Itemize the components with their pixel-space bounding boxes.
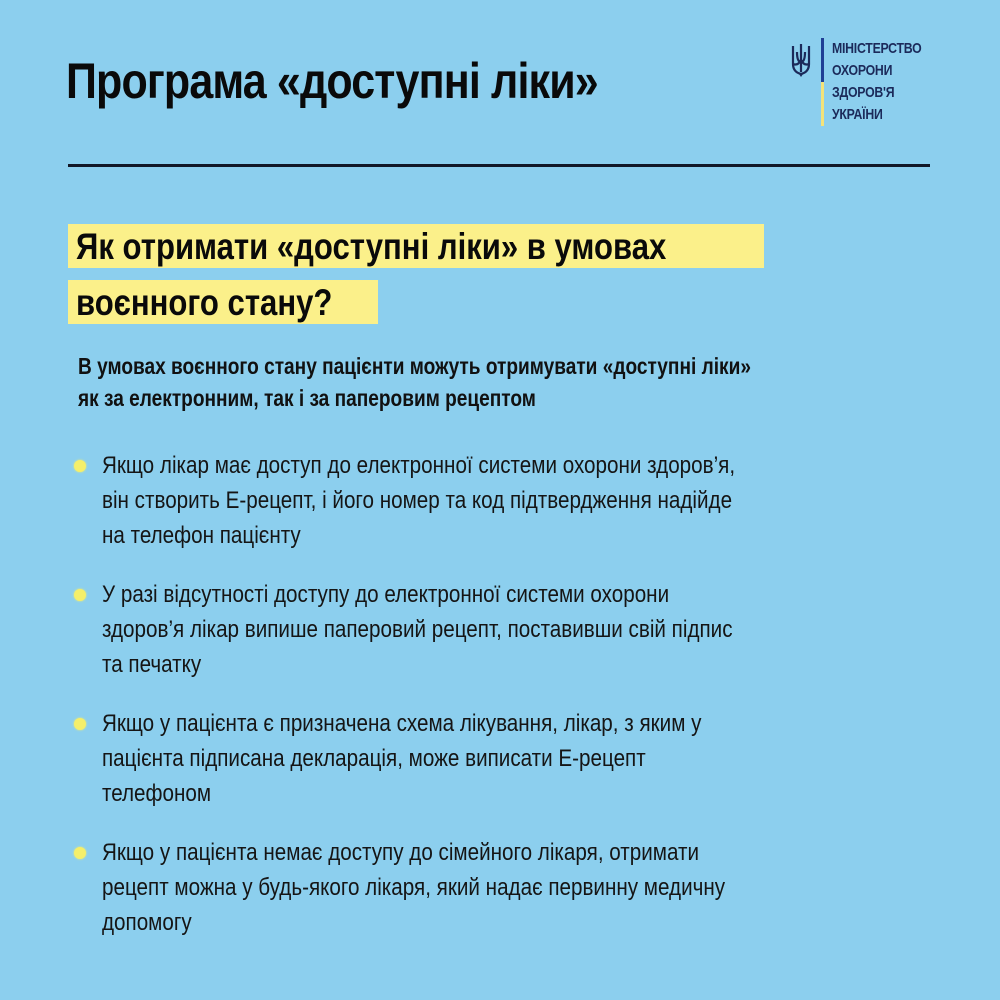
highlight-line bbox=[68, 224, 764, 268]
logo-line: МІНІСТЕРСТВО bbox=[832, 40, 922, 57]
ministry-name bbox=[832, 38, 921, 126]
logo-line: УКРАЇНИ bbox=[832, 106, 883, 123]
bullet-dot-icon bbox=[74, 718, 86, 730]
bullet-line: Якщо у пацієнта є призначена схема лікування, лікар, з яким у bbox=[102, 710, 702, 737]
trident-icon bbox=[790, 42, 812, 78]
bullet-line: телефоном bbox=[102, 780, 212, 807]
list-item bbox=[70, 835, 838, 940]
bullet-dot-icon bbox=[74, 589, 86, 601]
bullet-line: він створить Е-рецепт, і його номер та код підтвердження надійде bbox=[102, 487, 733, 514]
heading-line: воєнного стану? bbox=[76, 282, 333, 323]
bullet-line: допомогу bbox=[102, 909, 192, 936]
bullet-dot-icon bbox=[74, 460, 86, 472]
bullet-line: У разі відсутності доступу до електронної системи охорони bbox=[102, 581, 670, 608]
lead-line: В умовах воєнного стану пацієнти можуть отримувати «доступні ліки» bbox=[78, 353, 751, 379]
bullet-line: пацієнта підписана декларація, може виписати Е-рецепт bbox=[102, 745, 646, 772]
heading-line: Як отримати «доступні ліки» в умовах bbox=[76, 226, 667, 267]
header-divider bbox=[68, 164, 930, 167]
list-item bbox=[70, 577, 838, 682]
ministry-logo bbox=[790, 38, 941, 126]
logo-line: ОХОРОНИ bbox=[832, 62, 893, 79]
bullet-line: Якщо у пацієнта немає доступу до сімейного лікаря, отримати bbox=[102, 839, 699, 866]
bullet-line: на телефон пацієнту bbox=[102, 522, 301, 549]
bullet-line: та печатку bbox=[102, 651, 202, 678]
logo-line: ЗДОРОВ'Я bbox=[832, 84, 895, 101]
lead-paragraph bbox=[78, 350, 751, 414]
bullet-dot-icon bbox=[74, 847, 86, 859]
list-item bbox=[70, 448, 838, 553]
highlight-line bbox=[68, 280, 378, 324]
bullet-line: рецепт можна у будь-якого лікаря, який надає первинну медичну bbox=[102, 874, 726, 901]
bullet-line: Якщо лікар має доступ до електронної системи охорони здоров’я, bbox=[102, 452, 736, 479]
lead-line: як за електронним, так і за паперовим рецептом bbox=[78, 385, 536, 411]
bullet-line: здоров’я лікар випише паперовий рецепт, поставивши свій підпис bbox=[102, 616, 733, 643]
flag-bar bbox=[821, 38, 824, 126]
list-item bbox=[70, 706, 838, 811]
page-title: Програма «доступні ліки» bbox=[66, 53, 598, 109]
section-heading bbox=[68, 224, 764, 336]
bullet-list bbox=[70, 448, 838, 964]
